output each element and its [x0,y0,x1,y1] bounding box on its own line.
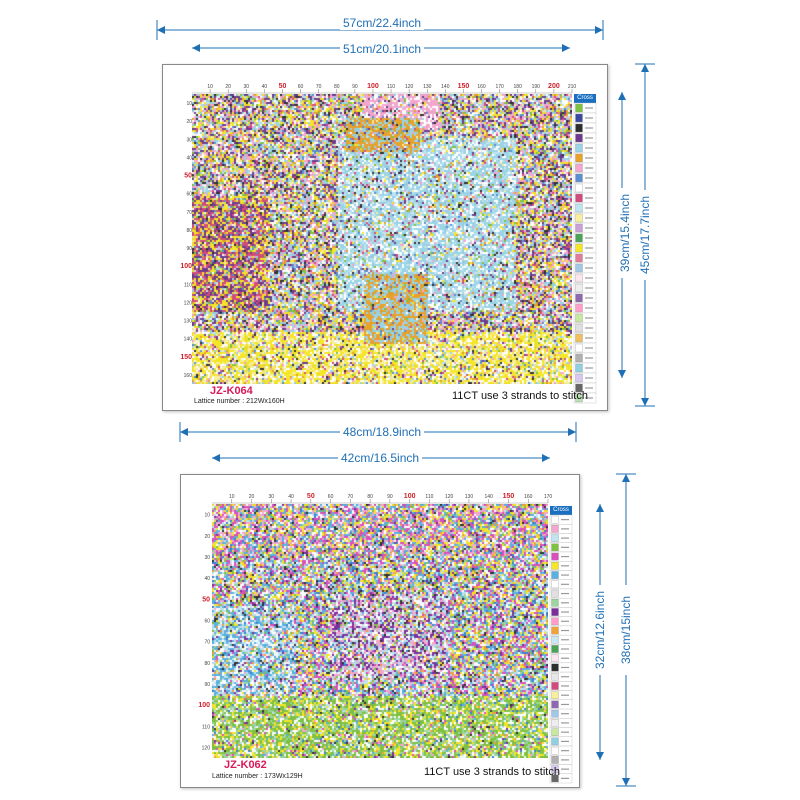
bottom-outer-height-label: 38cm/15inch [619,585,633,675]
legend-code-mark [561,602,569,603]
legend-code-mark [561,722,569,723]
x-tick-label: 50 [278,83,287,90]
legend-swatch [576,254,583,262]
x-tick-label: 140 [441,84,450,90]
legend-swatch [576,204,583,212]
y-tick-label: 70 [204,639,210,646]
x-tick-label: 150 [457,83,470,90]
legend-swatch [552,534,559,541]
legend-swatch [576,274,583,282]
legend-swatch [552,719,559,726]
legend-code-mark [585,197,593,198]
legend-code-mark [561,713,569,714]
legend-code-mark [561,741,569,742]
legend-swatch [552,618,559,625]
legend-code-mark [585,167,593,168]
legend-swatch [552,664,559,671]
x-tick-label: 150 [502,493,515,500]
legend-swatch [552,645,559,652]
x-tick-label: 10 [228,494,235,500]
legend-swatch [552,627,559,634]
x-tick-label: 190 [531,84,540,90]
x-tick-label: 40 [261,84,268,90]
y-tick-label: 60 [204,618,210,625]
legend-code-mark [561,639,569,640]
legend-code-mark [585,177,593,178]
legend-swatch [576,114,583,122]
legend-swatch [552,599,559,606]
legend-swatch [576,164,583,172]
legend-code-mark [561,565,569,566]
x-tick-label: 90 [352,84,358,90]
y-tick-label: 30 [186,137,192,144]
legend-code-mark [561,658,569,659]
x-tick-label: 80 [333,84,340,90]
y-tick-label: 30 [204,554,210,561]
y-tick-label: 10 [186,101,192,108]
legend-code-mark [561,769,569,770]
x-tick-label: 120 [445,494,454,500]
legend-code-mark [561,648,569,649]
legend-code-mark [585,147,593,148]
x-tick-label: 160 [524,494,533,500]
x-tick-label: 90 [387,494,393,500]
legend-code-mark [561,667,569,668]
bottom-color-legend [550,515,572,783]
bottom-outer-width-label: 48cm/18.9inch [340,425,424,439]
legend-code-mark [585,117,593,118]
top-inner-width-label: 51cm/20.1inch [340,42,424,56]
legend-swatch [552,701,559,708]
y-tick-label: 110 [202,724,210,731]
bottom-pattern-code: JZ-K062 [224,759,267,771]
legend-swatch [576,364,583,372]
legend-swatch [576,224,583,232]
legend-code-mark [585,297,593,298]
legend-code-mark [585,187,593,188]
legend-swatch [552,738,559,745]
legend-swatch [552,747,559,754]
x-tick-label: 140 [484,494,493,500]
y-tick-label: 160 [183,372,192,379]
legend-code-mark [585,287,593,288]
legend-code-mark [561,695,569,696]
legend-swatch [576,294,583,302]
legend-swatch [552,729,559,736]
legend-code-mark [585,157,593,158]
legend-swatch [576,324,583,332]
legend-swatch [576,234,583,242]
legend-swatch [576,264,583,272]
legend-swatch [576,334,583,342]
legend-swatch [576,194,583,202]
legend-code-mark [561,574,569,575]
legend-swatch [576,304,583,312]
legend-swatch [576,174,583,182]
y-tick-label: 90 [204,681,210,688]
x-tick-label: 30 [243,84,250,90]
y-tick-label: 10 [204,512,210,519]
legend-code-mark [561,778,569,779]
x-tick-label: 20 [225,84,231,90]
legend-swatch [552,673,559,680]
legend-code-mark [561,593,569,594]
legend-code-mark [585,367,593,368]
bottom-inner-height-label: 32cm/12.6inch [593,585,607,675]
x-tick-label: 10 [207,84,213,90]
x-tick-label: 70 [315,84,322,90]
x-tick-label: 100 [403,493,416,500]
legend-swatch [552,553,559,560]
legend-swatch [576,184,583,192]
legend-swatch [552,525,559,532]
legend-code-mark [585,327,593,328]
legend-swatch [552,636,559,643]
x-tick-label: 60 [327,494,334,500]
legend-code-mark [561,630,569,631]
legend-swatch [576,104,583,112]
y-tick-label: 20 [186,119,192,126]
legend-code-mark [585,387,593,388]
bottom-lattice-number: Lattice number : 173Wx129H [212,773,303,780]
x-tick-label: 100 [367,83,379,90]
legend-swatch [552,655,559,662]
y-tick-label: 60 [186,191,192,198]
legend-swatch [552,571,559,578]
legend-code-mark [561,621,569,622]
legend-swatch [576,284,583,292]
y-tick-label: 40 [186,155,192,162]
x-tick-label: 60 [297,84,304,90]
top-x-axis [192,80,577,94]
x-tick-label: 110 [387,84,396,90]
legend-swatch [552,516,559,523]
legend-code-mark [585,337,593,338]
y-tick-label: 120 [183,300,192,307]
y-tick-label: 110 [184,282,192,289]
x-tick-label: 30 [268,494,275,500]
legend-swatch [576,124,583,132]
legend-code-mark [561,611,569,612]
legend-code-mark [585,207,593,208]
legend-code-mark [561,704,569,705]
y-tick-label: 140 [183,336,192,343]
y-tick-label: 100 [198,702,210,710]
legend-code-mark [561,538,569,539]
legend-swatch [552,562,559,569]
y-tick-label: 100 [180,263,192,271]
y-tick-label: 80 [204,660,210,667]
legend-code-mark [561,528,569,529]
x-tick-label: 210 [567,84,577,90]
legend-swatch [576,144,583,152]
legend-code-mark [561,519,569,520]
legend-code-mark [585,307,593,308]
top-y-axis [170,94,194,384]
legend-code-mark [585,137,593,138]
x-tick-label: 170 [495,84,504,90]
legend-code-mark [561,676,569,677]
legend-swatch [552,756,559,763]
legend-code-mark [585,227,593,228]
top-inner-height-label: 39cm/15.4inch [618,188,632,278]
legend-code-mark [585,127,593,128]
top-color-legend [574,103,596,403]
legend-swatch [552,581,559,588]
x-tick-label: 180 [513,84,522,90]
bottom-y-axis [188,504,212,758]
y-tick-label: 50 [184,172,192,180]
legend-swatch [576,314,583,322]
legend-swatch [552,608,559,615]
legend-code-mark [585,317,593,318]
x-tick-label: 50 [306,493,315,500]
legend-code-mark [585,237,593,238]
bottom-pattern-mosaic [212,504,548,758]
legend-code-mark [585,257,593,258]
y-tick-label: 80 [186,227,192,234]
legend-swatch [576,154,583,162]
legend-code-mark [561,732,569,733]
y-tick-label: 70 [186,209,192,216]
legend-code-mark [561,685,569,686]
bottom-strand-note: 11CT use 3 strands to stitch [424,766,560,778]
bottom-legend-title: Cross [550,506,572,515]
x-tick-label: 110 [425,494,434,500]
legend-swatch [576,354,583,362]
top-outer-height-label: 45cm/17.7inch [638,190,652,280]
legend-code-mark [585,267,593,268]
x-tick-label: 130 [423,84,432,90]
x-tick-label: 120 [404,84,414,90]
legend-swatch [552,590,559,597]
legend-code-mark [561,547,569,548]
legend-swatch [576,344,583,352]
top-outer-width-label: 57cm/22.4inch [340,16,424,30]
legend-swatch [552,692,559,699]
legend-code-mark [585,247,593,248]
y-tick-label: 40 [204,576,210,583]
bottom-inner-width-label: 42cm/16.5inch [338,451,422,465]
top-pattern-mosaic [192,94,572,384]
y-tick-label: 50 [202,596,210,604]
x-tick-label: 20 [248,494,255,500]
legend-code-mark [585,377,593,378]
x-tick-label: 170 [543,494,553,500]
bottom-x-axis [212,490,553,504]
legend-swatch [552,682,559,689]
x-tick-label: 40 [288,494,294,500]
x-tick-label: 200 [548,83,560,90]
x-tick-label: 80 [367,494,373,500]
legend-swatch [576,374,583,382]
x-tick-label: 70 [347,494,354,500]
legend-code-mark [561,750,569,751]
legend-code-mark [585,217,593,218]
x-tick-label: 130 [464,494,474,500]
y-tick-label: 130 [183,318,192,325]
legend-code-mark [585,357,593,358]
legend-swatch [576,214,583,222]
y-tick-label: 20 [204,533,210,540]
legend-swatch [552,544,559,551]
y-tick-label: 150 [180,353,192,361]
legend-code-mark [585,107,593,108]
top-pattern-code: JZ-K064 [210,385,253,397]
top-strand-note: 11CT use 3 strands to stitch [452,390,588,402]
y-tick-label: 90 [186,246,192,253]
legend-swatch [552,710,559,717]
y-tick-label: 120 [201,745,210,752]
x-tick-label: 160 [477,84,486,90]
legend-code-mark [561,556,569,557]
top-lattice-number: Lattice number : 212Wx160H [194,398,285,405]
legend-code-mark [561,584,569,585]
legend-swatch [576,134,583,142]
legend-code-mark [585,277,593,278]
top-legend-title: Cross [574,94,596,103]
legend-code-mark [561,759,569,760]
legend-swatch [576,244,583,252]
legend-code-mark [585,347,593,348]
